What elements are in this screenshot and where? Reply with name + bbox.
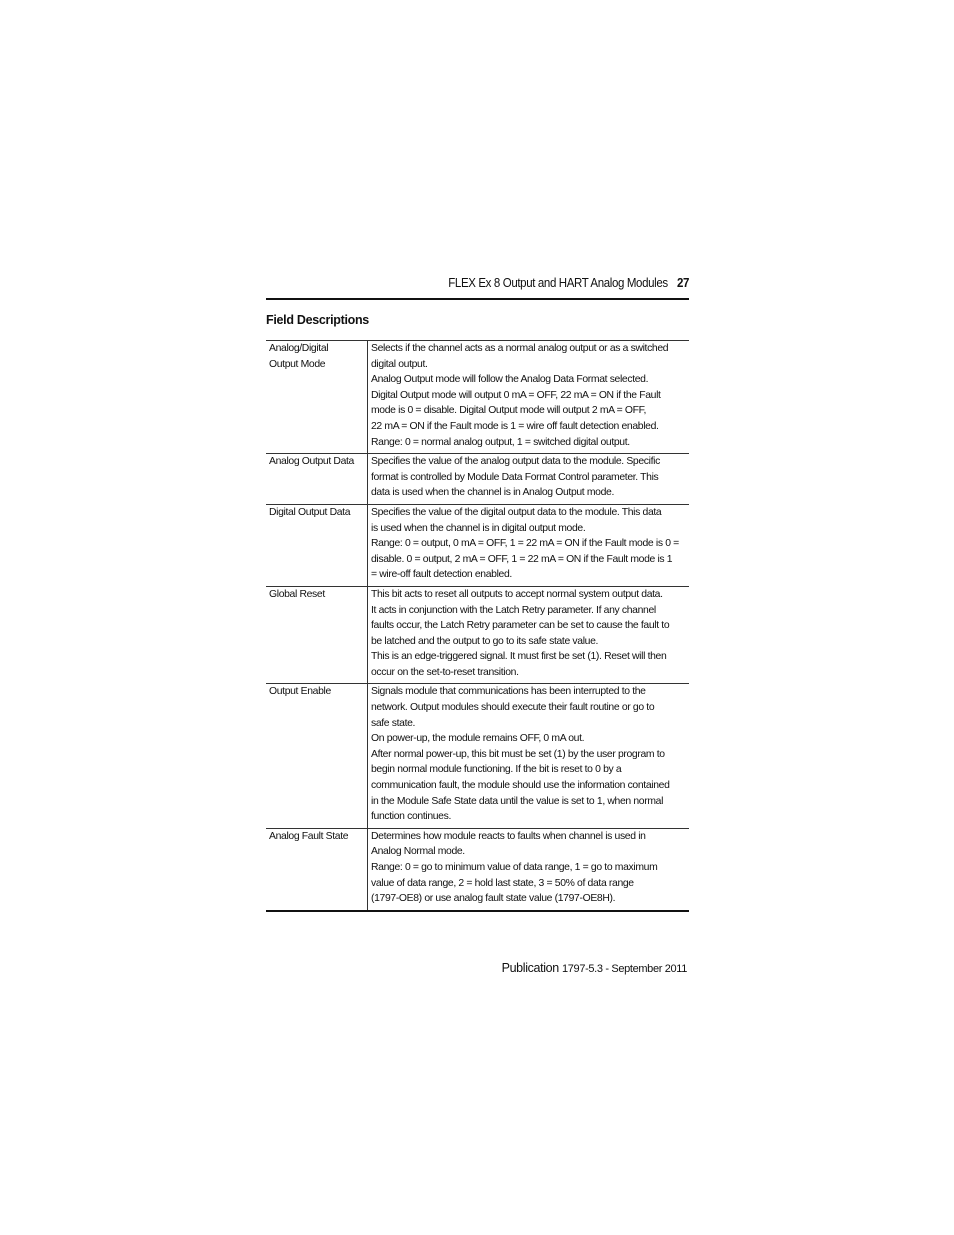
description-line: Range: 0 = go to minimum value of data range, 1 = go to maximum <box>371 862 658 873</box>
description-line: data is used when the channel is in Analog Output mode. <box>371 487 615 499</box>
field-name-cell <box>266 504 368 586</box>
description-line: Determines how module reacts to faults when channel is used in <box>371 830 646 842</box>
field-name-cell <box>266 828 368 910</box>
field-description-cell <box>368 341 690 454</box>
description-line: digital output. <box>371 358 428 370</box>
description-line: After normal power-up, this bit must be set (1) by the user program to <box>371 748 665 760</box>
page-number: 27 <box>676 276 689 290</box>
field-name-line: Digital Output Data <box>269 506 351 518</box>
description-line: 22 mA = ON if the Fault mode is 1 = wire off fault detection enabled. <box>371 420 659 432</box>
running-header <box>300 276 689 294</box>
description-line: Range: 0 = output, 0 mA = OFF, 1 = 22 mA = ON if the Fault mode is 0 = <box>371 538 679 550</box>
table-row <box>266 504 689 586</box>
description-line: is used when the channel is in digital output mode. <box>371 522 586 534</box>
field-table-body <box>266 341 689 911</box>
description-line: begin normal module functioning. If the bit is reset to 0 by a <box>371 764 622 776</box>
header-rule <box>266 298 689 300</box>
table-row <box>266 828 689 910</box>
field-description-cell <box>368 828 690 910</box>
description-line: safe state. <box>371 717 416 729</box>
description-line: faults occur, the Latch Retry parameter can be set to cause the fault to <box>371 620 670 632</box>
description-line: Specifies the value of the analog output data to the module. Specific <box>371 456 660 468</box>
field-name-line: Output Mode <box>269 358 326 370</box>
table-row <box>266 684 689 828</box>
field-name-cell <box>266 684 368 828</box>
table-row <box>266 454 689 505</box>
field-name-line: Analog Fault State <box>269 830 349 842</box>
field-description-cell <box>368 684 690 828</box>
field-name-cell <box>266 586 368 684</box>
field-name-line: Analog/Digital <box>269 343 329 354</box>
description-line: in the Module Safe State data until the value is set to 1, when normal <box>371 795 664 807</box>
description-line: mode is 0 = disable. Digital Output mode will output 2 mA = OFF, <box>371 405 647 417</box>
field-description-cell <box>368 504 690 586</box>
description-line: This bit acts to reset all outputs to accept normal system output data. <box>371 588 663 600</box>
description-line: Range: 0 = normal analog output, 1 = switched digital output. <box>371 436 630 448</box>
description-line: Signals module that communications has been interrupted to the <box>371 686 646 698</box>
field-name-line: Analog Output Data <box>269 456 354 468</box>
field-description-cell <box>368 586 690 684</box>
description-line: (1797-OE8) or use analog fault state value (1797-OE8H). <box>371 893 616 905</box>
header-title: FLEX Ex 8 Output and HART Analog Modules <box>448 276 668 290</box>
field-name-cell <box>266 341 368 454</box>
description-line: disable. 0 = output, 2 mA = OFF, 1 = 22 mA = ON if the Fault mode is 1 <box>371 553 673 565</box>
section-title: Field Descriptions <box>266 313 369 327</box>
description-line: network. Output modules should execute their fault routine or go to <box>371 702 655 714</box>
field-name-line: Output Enable <box>269 686 331 698</box>
table-row <box>266 341 689 454</box>
publication-id: 1797-5.3 - September 2011 <box>562 963 687 975</box>
description-line: Selects if the channel acts as a normal analog output or as a switched <box>371 343 669 354</box>
field-descriptions-table <box>266 340 689 912</box>
description-line: value of data range, 2 = hold last state, 3 = 50% of data range <box>371 877 634 889</box>
field-name-line: Global Reset <box>269 588 325 600</box>
publication-label: Publication <box>501 961 559 975</box>
description-line: function continues. <box>371 811 451 823</box>
description-line: Analog Normal mode. <box>371 846 465 858</box>
description-line: Analog Output mode will follow the Analog Data Format selected. <box>371 374 649 386</box>
description-line: It acts in conjunction with the Latch Retry parameter. If any channel <box>371 604 656 616</box>
description-line: This is an edge-triggered signal. It must first be set (1). Reset will then <box>371 651 667 663</box>
page-footer <box>266 961 687 975</box>
field-name-cell <box>266 454 368 505</box>
description-line: be latched and the output to go to its safe state value. <box>371 635 599 647</box>
description-line: communication fault, the module should use the information contained <box>371 780 670 792</box>
description-line: Specifies the value of the digital output data to the module. This data <box>371 506 662 518</box>
description-line: Digital Output mode will output 0 mA = OFF, 22 mA = ON if the Fault <box>371 389 661 401</box>
description-line: format is controlled by Module Data Format Control parameter. This <box>371 471 659 483</box>
table-row <box>266 586 689 684</box>
field-description-cell <box>368 454 690 505</box>
description-line: = wire-off fault detection enabled. <box>371 569 512 581</box>
description-line: occur on the set-to-reset transition. <box>371 666 519 678</box>
description-line: On power-up, the module remains OFF, 0 mA out. <box>371 733 585 745</box>
